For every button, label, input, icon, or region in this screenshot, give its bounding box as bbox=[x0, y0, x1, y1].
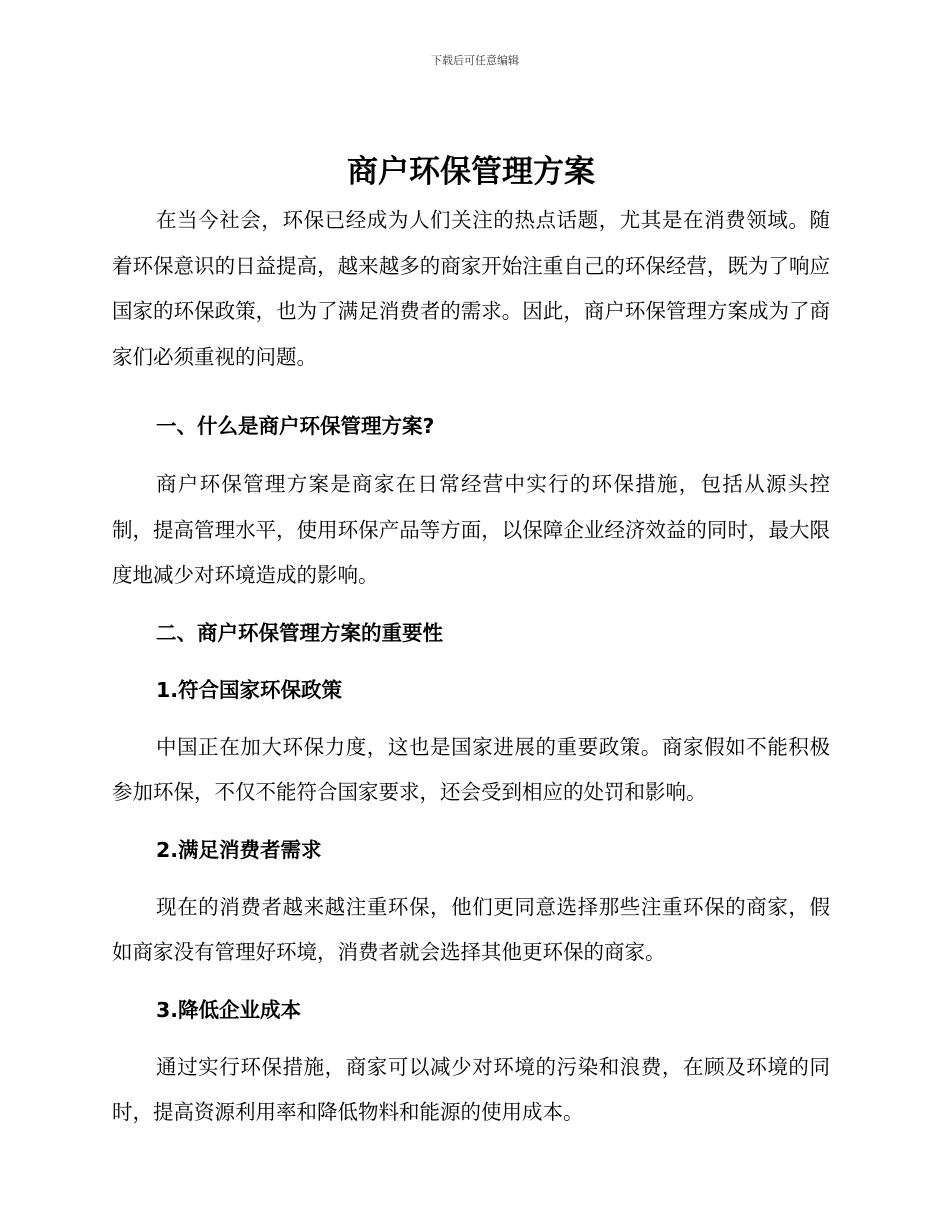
subsection-paragraph-cost: 通过实行环保措施，商家可以减少对环境的污染和浪费，在顾及环境的同时，提高资源利用率和降低物料和能源的使用成本。 bbox=[112, 1054, 830, 1124]
section-heading-importance: 二、商户环保管理方案的重要性 bbox=[156, 620, 443, 645]
subsection-paragraph-consumers: 现在的消费者越来越注重环保，他们更同意选择那些注重环保的商家，假如商家没有管理好环境，消费者就会选择其他更环保的商家。 bbox=[112, 894, 830, 964]
subsection-paragraph-policy: 中国正在加大环保力度，这也是国家进展的重要政策。商家假如不能积极参加环保，不仅不能符合国家要求，还会受到相应的处罚和影响。 bbox=[112, 734, 830, 804]
section-paragraph-what-is: 商户环保管理方案是商家在日常经营中实行的环保措施，包括从源头控制，提高管理水平，使用环保产品等方面，以保障企业经济效益的同时，最大限度地减少对环境造成的影响。 bbox=[112, 472, 830, 587]
document-title: 商户环保管理方案 bbox=[347, 154, 595, 190]
document-body bbox=[112, 150, 830, 1136]
subsection-heading-consumers: 2.满足消费者需求 bbox=[156, 837, 322, 862]
subsection-heading-policy: 1.符合国家环保政策 bbox=[156, 677, 343, 702]
intro-paragraph: 在当今社会，环保已经成为人们关注的热点话题，尤其是在消费领域。随着环保意识的日益提高，越来越多的商家开始注重自己的环保经营，既为了响应国家的环保政策，也为了满足消费者的需求。因此，商户环保管理方案成为了商家们必须重视的问题。 bbox=[112, 208, 830, 369]
subsection-heading-cost: 3.降低企业成本 bbox=[156, 997, 302, 1022]
page-header-note: 下载后可任意编辑 bbox=[431, 54, 519, 67]
section-heading-what-is: 一、什么是商户环保管理方案? bbox=[156, 414, 435, 438]
